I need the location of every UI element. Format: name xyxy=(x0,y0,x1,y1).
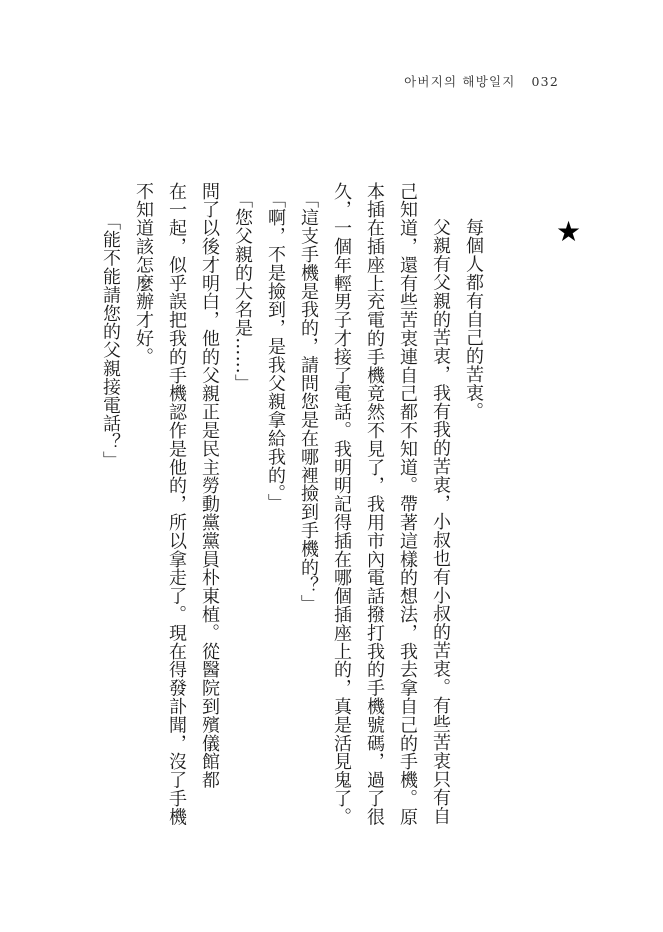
text-column-8: 「您父親的大名是……」 xyxy=(232,190,253,393)
text-column-3: 己知道，還有些苦衷連自己都不知道。帶著這樣的想法，我去拿自己的手機。原 xyxy=(397,182,418,826)
text-column-12: 「能不能請您的父親接電話？」 xyxy=(100,212,121,470)
running-header xyxy=(404,72,559,90)
text-column-9: 問了以後才明白，他的父親正是民主勞動黨黨員朴東植。從醫院到殯儀館都 xyxy=(199,182,220,790)
text-column-11: 不知道該怎麼辦才好。 xyxy=(133,182,154,366)
book-title: 아버지의 해방일지 xyxy=(404,74,516,89)
star-icon: ★ xyxy=(556,215,582,248)
text-column-10: 在一起，似乎誤把我的手機認作是他的，所以拿走了。現在得發訃聞，沒了手機 xyxy=(166,182,187,826)
text-column-2: 父親有父親的苦衷，我有我的苦衷，小叔也有小叔的苦衷。有些苦衷只有自 xyxy=(430,218,451,826)
page-number: 032 xyxy=(531,74,559,89)
text-column-5: 久，一個年輕男子才接了電話。我明明記得插在哪個插座上的，真是活見鬼了。 xyxy=(331,182,352,826)
text-column-7: 「啊，不是撿到，是我父親拿給我的。」 xyxy=(265,190,286,513)
text-column-1: 每個人都有自己的苦衷。 xyxy=(463,218,484,421)
text-column-6: 「這支手機是我的，請問您是在哪裡撿到手機的？」 xyxy=(298,190,319,614)
text-column-4: 本插在插座上充電的手機竟然不見了，我用市內電話撥打我的手機號碼，過了很 xyxy=(364,182,385,826)
